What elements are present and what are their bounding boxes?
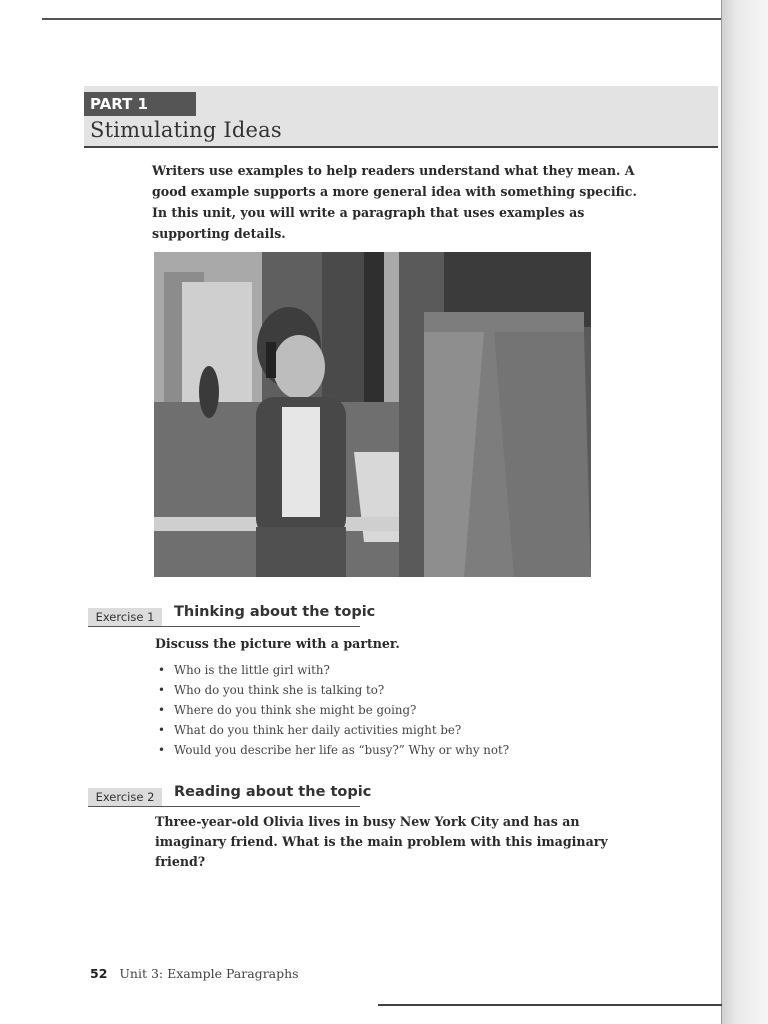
part-title: Stimulating Ideas	[90, 118, 282, 142]
part-tab: PART 1	[84, 92, 196, 116]
list-item: • Where do you think she might be going?	[158, 703, 417, 717]
page-footer	[90, 966, 299, 981]
list-item: • What do you think her daily activities might be?	[158, 723, 462, 737]
exercise-1-bullets	[158, 660, 509, 760]
exercise-1-label: Exercise 1	[88, 608, 162, 626]
page-edge-line	[721, 0, 722, 1024]
exercise-1-title: Thinking about the topic	[174, 604, 376, 620]
page-number: 52	[90, 966, 108, 981]
bottom-rule	[378, 1004, 722, 1006]
exercise-1-prompt: Discuss the picture with a partner.	[155, 636, 400, 651]
list-item: • Would you describe her life as “busy?” Why or why not?	[158, 743, 510, 757]
top-rule	[42, 18, 722, 20]
list-item: • Who is the little girl with?	[158, 663, 330, 677]
unit-title: Unit 3: Example Paragraphs	[119, 966, 299, 981]
photo-girl-on-phone	[154, 252, 591, 577]
page-edge-shadow	[722, 0, 768, 1024]
exercise-2-underline	[88, 806, 360, 807]
exercise-1-underline	[88, 626, 360, 627]
list-item: • Who do you think she is talking to?	[158, 683, 385, 697]
exercise-2-label: Exercise 2	[88, 788, 162, 806]
exercise-2-prompt: Three-year-old Olivia lives in busy New York City and has an imaginary friend. What is the main problem with this imaginary friend?	[155, 814, 608, 869]
exercise-2-title: Reading about the topic	[174, 784, 372, 800]
intro-paragraph: Writers use examples to help readers understand what they mean. A good example supports a more general idea with something specific. In this unit, you will write a paragraph that uses examples as supporting details.	[152, 163, 637, 241]
